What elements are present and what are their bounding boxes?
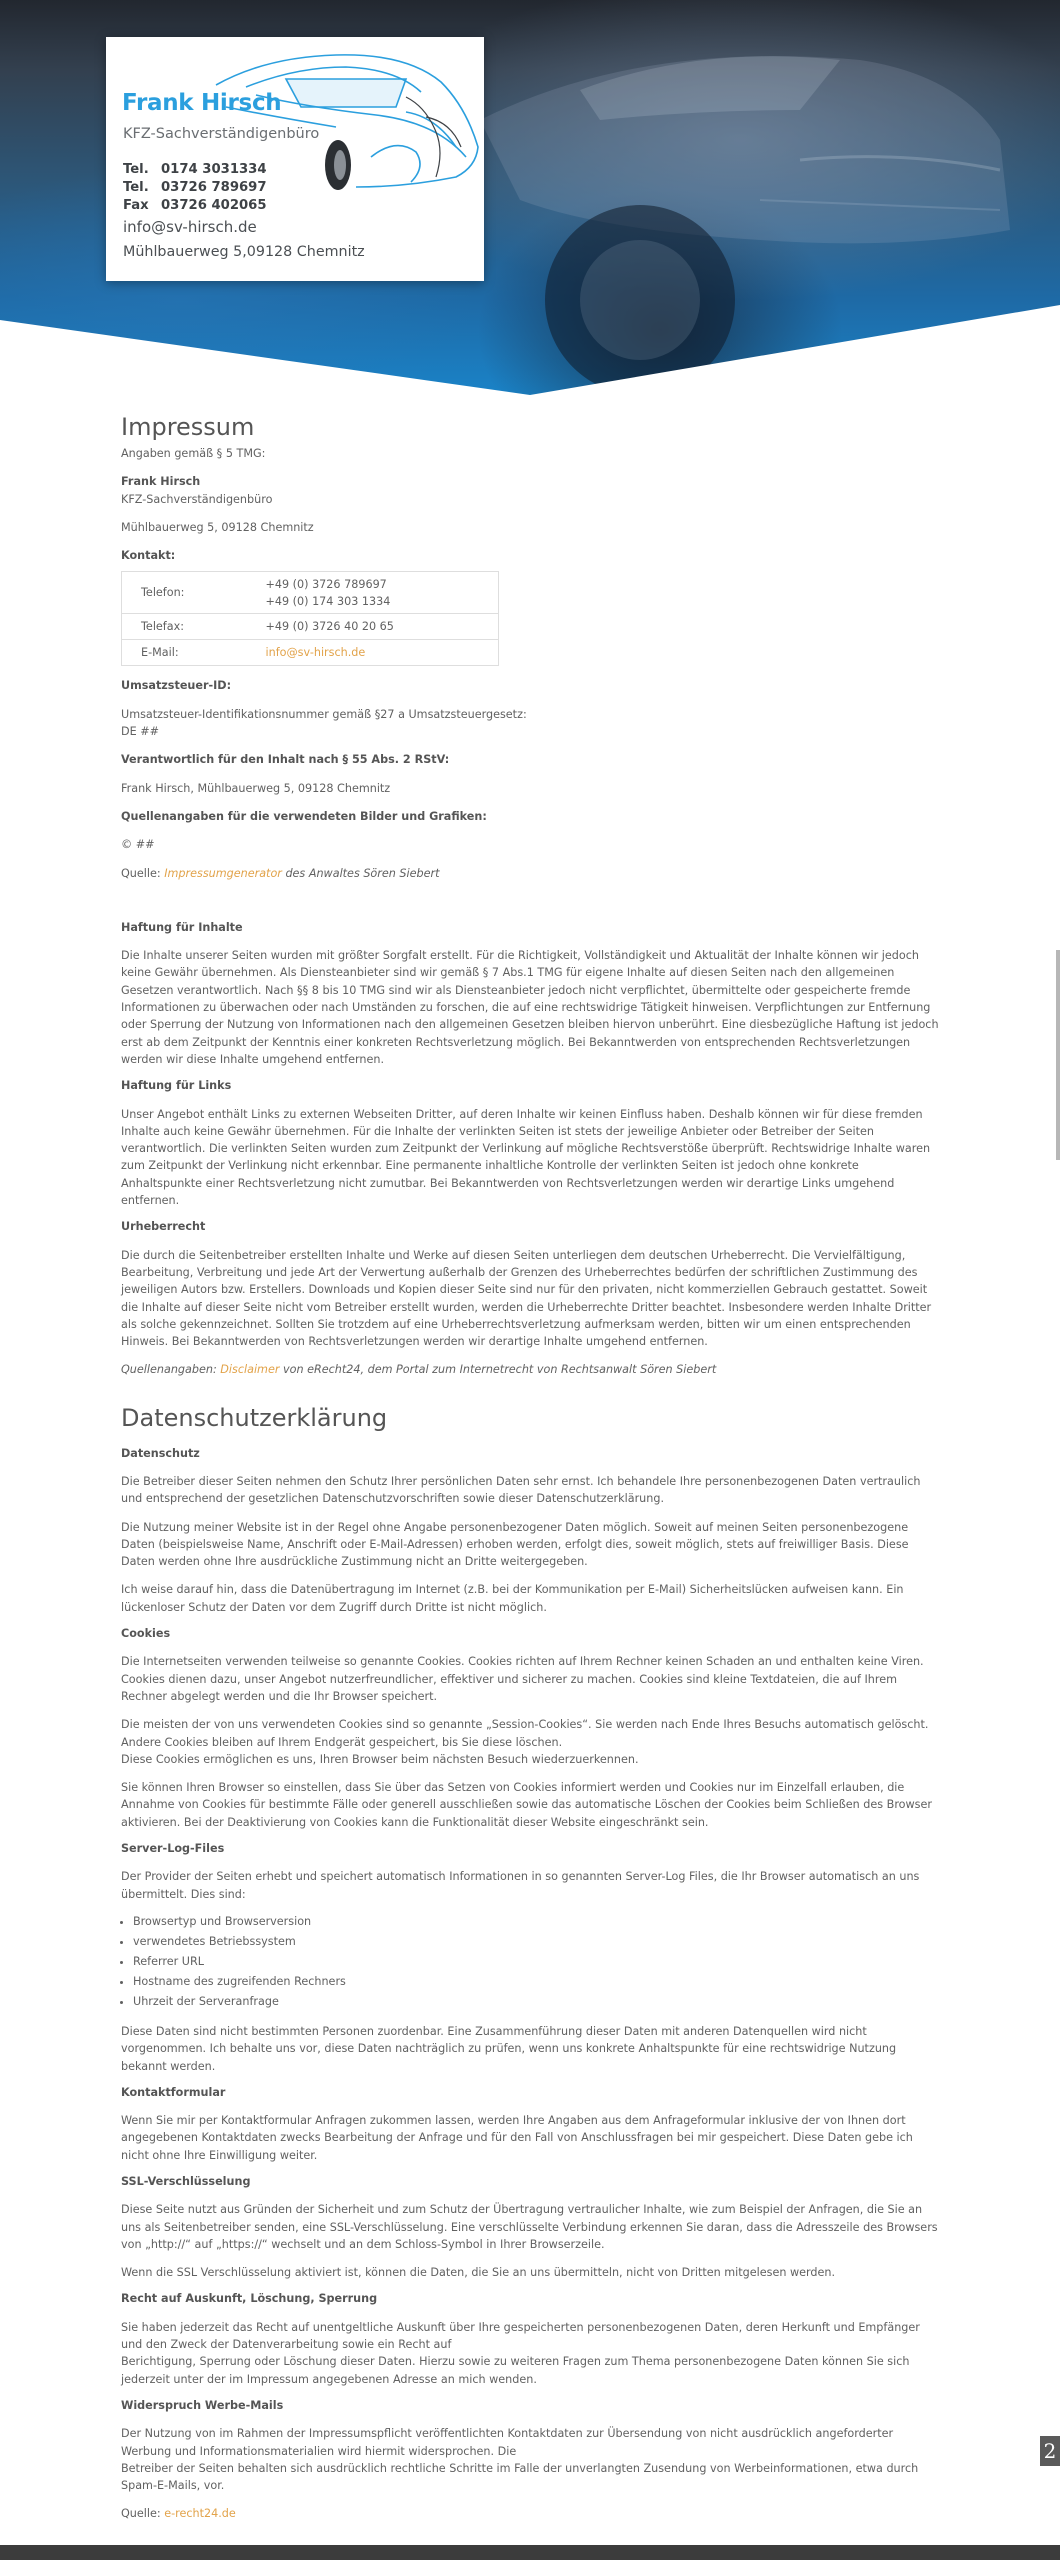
ssl-p2: Wenn die SSL Verschlüsselung aktiviert ist, können die Daten, die Sie an uns übermitteln, nicht von Dritten mitgelesen werden.	[121, 2266, 836, 2280]
table-row	[122, 640, 499, 666]
email-label: E-Mail:	[122, 640, 266, 666]
haftung-inhalte-text: Die Inhalte unserer Seiten wurden mit größter Sorgfalt erstellt. Für die Richtigkeit, Vollständigkeit und Aktualität der Inhalte können wir jedoch keine Gewähr übernehmen. Als Diensteanbieter sind wir gemäß § 7 Abs.1 TMG für eigene Inhalte auf diesen Seiten nach den allgemeinen Gesetzen verantwortlich. Nach §§ 8 bis 10 TMG sind wir als Diensteanbieter jedoch nicht verpflichtet, übermittelte oder gespeicherte fremde Informationen zu überwachen oder nach Umständen zu forschen, die auf eine rechtswidrige Tätigkeit hinweisen. Verpflichtungen zur Entfernung oder Sperrung der Nutzung von Informationen nach den allgemeinen Gesetzen bleiben hiervon unberührt. Eine diesbezügliche Haftung ist jedoch erst ab dem Zeitpunkt der Kenntnis einer konkreten Rechtsverletzung möglich. Bei Bekanntwerden von entsprechenden Rechtsverletzungen werden wir diese Inhalte umgehend entfernen.	[121, 949, 939, 1066]
list-item: • verwendetes Betriebssystem	[133, 1932, 941, 1952]
source-prefix: Quelle:	[121, 866, 165, 880]
footer-bar	[0, 2545, 1060, 2560]
datenschutz-heading: Datenschutz	[121, 1446, 200, 1460]
company-name: Frank Hirsch	[121, 475, 201, 489]
email-link[interactable]: info@sv-hirsch.de	[265, 646, 366, 660]
haftung-inhalte-heading: Haftung für Inhalte	[121, 920, 243, 934]
email-cell	[266, 640, 499, 666]
list-item: • Hostname des zugreifenden Rechners	[133, 1972, 941, 1992]
logo-phone-number: 0174 3031334	[161, 162, 267, 177]
vat-id: DE ##	[121, 725, 159, 739]
privacy-title: Datenschutzerklärung	[121, 1403, 388, 1432]
datenschutz-p2: Die Nutzung meiner Website ist in der Regel ohne Angabe personenbezogener Daten möglich. Soweit auf meinen Seiten personenbezogene Daten (beispielsweise Name, Anschrift oder E-Mail-Adressen) erhoben werden, erfolgt dies, soweit möglich, stets auf freiwilliger Basis. Diese Daten werden ohne Ihre ausdrückliche Zustimmung nicht an Dritte weitergegeben.	[121, 1520, 909, 1569]
company-subtitle: KFZ-Sachverständigenbüro	[121, 492, 273, 506]
list-item: • Referrer URL	[133, 1952, 941, 1972]
phone-number-2: +49 (0) 174 303 1334	[265, 594, 391, 608]
phone-values	[266, 572, 499, 614]
urheberrecht-heading: Urheberrecht	[121, 1220, 206, 1234]
images-text: © ##	[121, 838, 155, 852]
source-suffix: des Anwaltes Sören Siebert	[281, 866, 440, 880]
datenschutz-p3: Ich weise darauf hin, dass die Datenübertragung im Internet (z.B. bei der Kommunikation per E-Mail) Sicherheitslücken aufweisen kann. Ein lückenloser Schutz der Daten vor dem Zugriff durch Dritte ist nicht möglich.	[121, 1583, 904, 1614]
server-log-heading: Server-Log-Files	[121, 1842, 225, 1856]
server-log-p1: Der Provider der Seiten erhebt und speichert automatisch Informationen in so genannten Server-Log Files, die Ihr Browser automatisch an uns übermittelt. Dies sind:	[121, 1870, 920, 1901]
table-row	[122, 614, 499, 640]
logo-fax-label: Fax	[123, 198, 149, 213]
vat-heading: Umsatzsteuer-ID:	[121, 679, 232, 693]
images-heading: Quellenangaben für die verwendeten Bilder und Grafiken:	[121, 809, 487, 823]
source-prefix: Quelle:	[121, 2507, 165, 2521]
source-suffix: von eRecht24, dem Portal zum Internetrecht von Rechtsanwalt Sören Siebert	[279, 1363, 717, 1377]
logo-address: Mühlbauerweg 5,09128 Chemnitz	[123, 244, 365, 260]
contact-form-text: Wenn Sie mir per Kontaktformular Anfragen zukommen lassen, werden Ihre Angaben aus dem Anfrageformular inklusive der von Ihnen dort angegebenen Kontaktdaten zwecks Bearbeitung der Anfrage und für den Fall von Anschlussfragen bei mir gespeichert. Diese Daten gebe ich nicht ohne Ihre Einwilligung weiter.	[121, 2114, 913, 2162]
logo-phone-label: Tel.	[123, 162, 149, 177]
scrollbar-thumb[interactable]	[1056, 950, 1060, 1160]
contact-form-heading: Kontaktformular	[121, 2085, 226, 2099]
cookies-heading: Cookies	[121, 1627, 171, 1641]
impressum-generator-link[interactable]: Impressumgenerator	[164, 866, 282, 880]
table-row	[122, 572, 499, 614]
fax-number: +49 (0) 3726 40 20 65	[266, 614, 499, 640]
ssl-p1: Diese Seite nutzt aus Gründen der Sicherheit und zum Schutz der Übertragung vertraulicher Inhalte, wie zum Beispiel der Anfragen, die Sie an uns als Seitenbetreiber senden, eine SSL-Verschlüsselung. Eine verschlüsselte Verbindung erkennen Sie daran, dass die Adresszeile des Browsers von „http://“ auf „https://“ wechselt und an dem Schloss-Symbol in Ihrer Browserzeile.	[121, 2203, 938, 2251]
logo-name: Frank Hirsch	[122, 90, 282, 116]
responsible-heading: Verantwortlich für den Inhalt nach § 55 Abs. 2 RStV:	[121, 753, 450, 767]
contact-table	[121, 571, 499, 666]
urheberrecht-text: Die durch die Seitenbetreiber erstellten Inhalte und Werke auf diesen Seiten unterliegen dem deutschen Urheberrecht. Die Vervielfältigung, Bearbeitung, Verbreitung und jede Art der Verwertung außerhalb der Grenzen des Urheberrechtes bedürfen der schriftlichen Zustimmung des jeweiligen Autors bzw. Erstellers. Downloads und Kopien dieser Seite sind nur für den privaten, nicht kommerziellen Gebrauch gestattet. Soweit die Inhalte auf dieser Seite nicht vom Betreiber erstellt wurden, werden die Urheberrechte Dritter beachtet. Insbesondere werden Inhalte Dritter als solche gekennzeichnet. Sollten Sie trotzdem auf eine Urheberrechtsverletzung aufmerksam werden, bitten wir um einen entsprechenden Hinweis. Bei Bekanntwerden von Rechtsverletzungen werden wir derartige Inhalte umgehend entfernen.	[121, 1248, 932, 1349]
cookies-p3: Sie können Ihren Browser so einstellen, dass Sie über das Setzen von Cookies informiert werden und Cookies nur im Einzelfall erlauben, die Annahme von Cookies für bestimmte Fälle oder generell ausschließen sowie das automatische Löschen der Cookies beim Schließen des Browser aktivieren. Bei der Deaktivierung von Cookies kann die Funktionalität dieser Website eingeschränkt sein.	[121, 1781, 932, 1829]
phone-label: Telefon:	[122, 572, 266, 614]
cookies-p1: Die Internetseiten verwenden teilweise so genannte Cookies. Cookies richten auf Ihrem Rechner keinen Schaden an und enthalten keine Viren. Cookies dienen dazu, unser Angebot nutzerfreundlicher, effektiver und sicherer zu machen. Cookies sind kleine Textdateien, die auf Ihrem Rechner abgelegt werden und die Ihr Browser speichert.	[121, 1655, 924, 1703]
company-address: Mühlbauerweg 5, 09128 Chemnitz	[121, 520, 314, 534]
logo-card	[106, 37, 484, 281]
logo-fax-number: 03726 402065	[161, 198, 267, 213]
haftung-links-text: Unser Angebot enthält Links zu externen Webseiten Dritter, auf deren Inhalte wir keinen Einfluss haben. Deshalb können wir für diese fremden Inhalte auch keine Gewähr übernehmen. Für die Inhalte der verlinkten Seiten ist stets der jeweilige Anbieter oder Betreiber der Seiten verantwortlich. Die verlinkten Seiten wurden zum Zeitpunkt der Verlinkung auf mögliche Rechtsverstöße überprüft. Rechtswidrige Inhalte waren zum Zeitpunkt der Verlinkung nicht erkennbar. Eine permanente inhaltliche Kontrolle der verlinkten Seiten ist jedoch ohne konkrete Anhaltspunkte einer Rechtsverletzung nicht zumutbar. Bei Bekanntwerden von Rechtsverletzungen werden wir derartige Links umgehend entfernen.	[121, 1107, 931, 1208]
phone-number-1: +49 (0) 3726 789697	[265, 577, 387, 591]
page-title: Impressum	[121, 413, 255, 441]
source-prefix: Quellenangaben:	[121, 1363, 221, 1377]
logo-phone-1	[123, 161, 267, 178]
fax-label: Telefax:	[122, 614, 266, 640]
datenschutz-p1: Die Betreiber dieser Seiten nehmen den Schutz Ihrer persönlichen Daten sehr ernst. Ich behandele Ihre personenbezogenen Daten vertraulich und entsprechend der gesetzlichen Datenschutzvorschriften sowie dieser Datenschutzerklärung.	[121, 1474, 921, 1506]
haftung-links-heading: Haftung für Links	[121, 1079, 232, 1093]
server-log-list	[121, 1912, 941, 2012]
logo-phone-number: 03726 789697	[161, 180, 267, 195]
e-recht24-link[interactable]: e-recht24.de	[164, 2507, 236, 2521]
werbe-mails-heading: Widerspruch Werbe-Mails	[121, 2398, 284, 2412]
hero-banner	[0, 0, 1060, 400]
cookies-p2: Die meisten der von uns verwendeten Cookies sind so genannte „Session-Cookies“. Sie werden nach Ende Ihres Besuchs automatisch gelöscht. Andere Cookies bleiben auf Ihrem Endgerät gespeichert, bis Sie diese löschen. Diese Cookies ermöglichen es uns, Ihren Browser beim nächsten Besuch wiederzuerkennen.	[121, 1718, 929, 1766]
disclaimer-source	[121, 1361, 941, 1378]
rights-heading: Recht auf Auskunft, Löschung, Sperrung	[121, 2292, 378, 2306]
logo-email: info@sv-hirsch.de	[123, 218, 257, 236]
logo-phone-2	[123, 179, 267, 196]
ssl-heading: SSL-Verschlüsselung	[121, 2175, 251, 2188]
responsible-text: Frank Hirsch, Mühlbauerweg 5, 09128 Chemnitz	[121, 781, 391, 795]
list-item: • Browsertyp und Browserversion	[133, 1912, 941, 1932]
logo-fax	[123, 197, 267, 214]
contact-heading: Kontakt:	[121, 549, 176, 563]
impressum-source	[121, 865, 941, 882]
main-content	[121, 408, 941, 2523]
logo-phone-label: Tel.	[123, 180, 149, 195]
rights-text: Sie haben jederzeit das Recht auf unentgeltliche Auskunft über Ihre gespeicherten personenbezogenen Daten, deren Herkunft und Empfänger und den Zweck der Datenverarbeitung sowie ein Recht auf Berichtigung, Sperrung oder Löschung dieser Daten. Hierzu sowie zu weiteren Fragen zum Thema personenbezogene Daten können Sie sich jederzeit unter der im Impressum angegebenen Adresse an mich wenden.	[121, 2320, 920, 2386]
list-item: • Uhrzeit der Serveranfrage	[133, 1992, 941, 2012]
server-log-p2: Diese Daten sind nicht bestimmten Personen zuordenbar. Eine Zusammenführung dieser Daten mit anderen Datenquellen wird nicht vorgenommen. Ich behalte uns vor, diese Daten nachträglich zu prüfen, wenn uns konkrete Anhaltspunkte für eine rechtswidrige Nutzung bekannt werden.	[121, 2024, 897, 2073]
werbe-mails-text: Der Nutzung von im Rahmen der Impressumspflicht veröffentlichten Kontaktdaten zur Übersendung von nicht ausdrücklich angeforderter Werbung und Informationsmaterialien wird hiermit widersprochen. Die Betreiber der Seiten behalten sich ausdrücklich rechtliche Schritte im Falle der unverlangten Zusendung von Werbeinformationen, etwa durch Spam-E-Mails, vor.	[121, 2427, 919, 2493]
logo-subtitle: KFZ-Sachverständigenbüro	[123, 126, 320, 142]
vat-text: Umsatzsteuer-Identifikationsnummer gemäß §27 a Umsatzsteuergesetz:	[121, 707, 527, 721]
privacy-source	[121, 2505, 941, 2522]
disclaimer-link[interactable]: Disclaimer	[220, 1363, 280, 1377]
page-number-widget[interactable]: 2	[1040, 2436, 1060, 2466]
impressum-intro: Angaben gemäß § 5 TMG:	[121, 447, 266, 460]
